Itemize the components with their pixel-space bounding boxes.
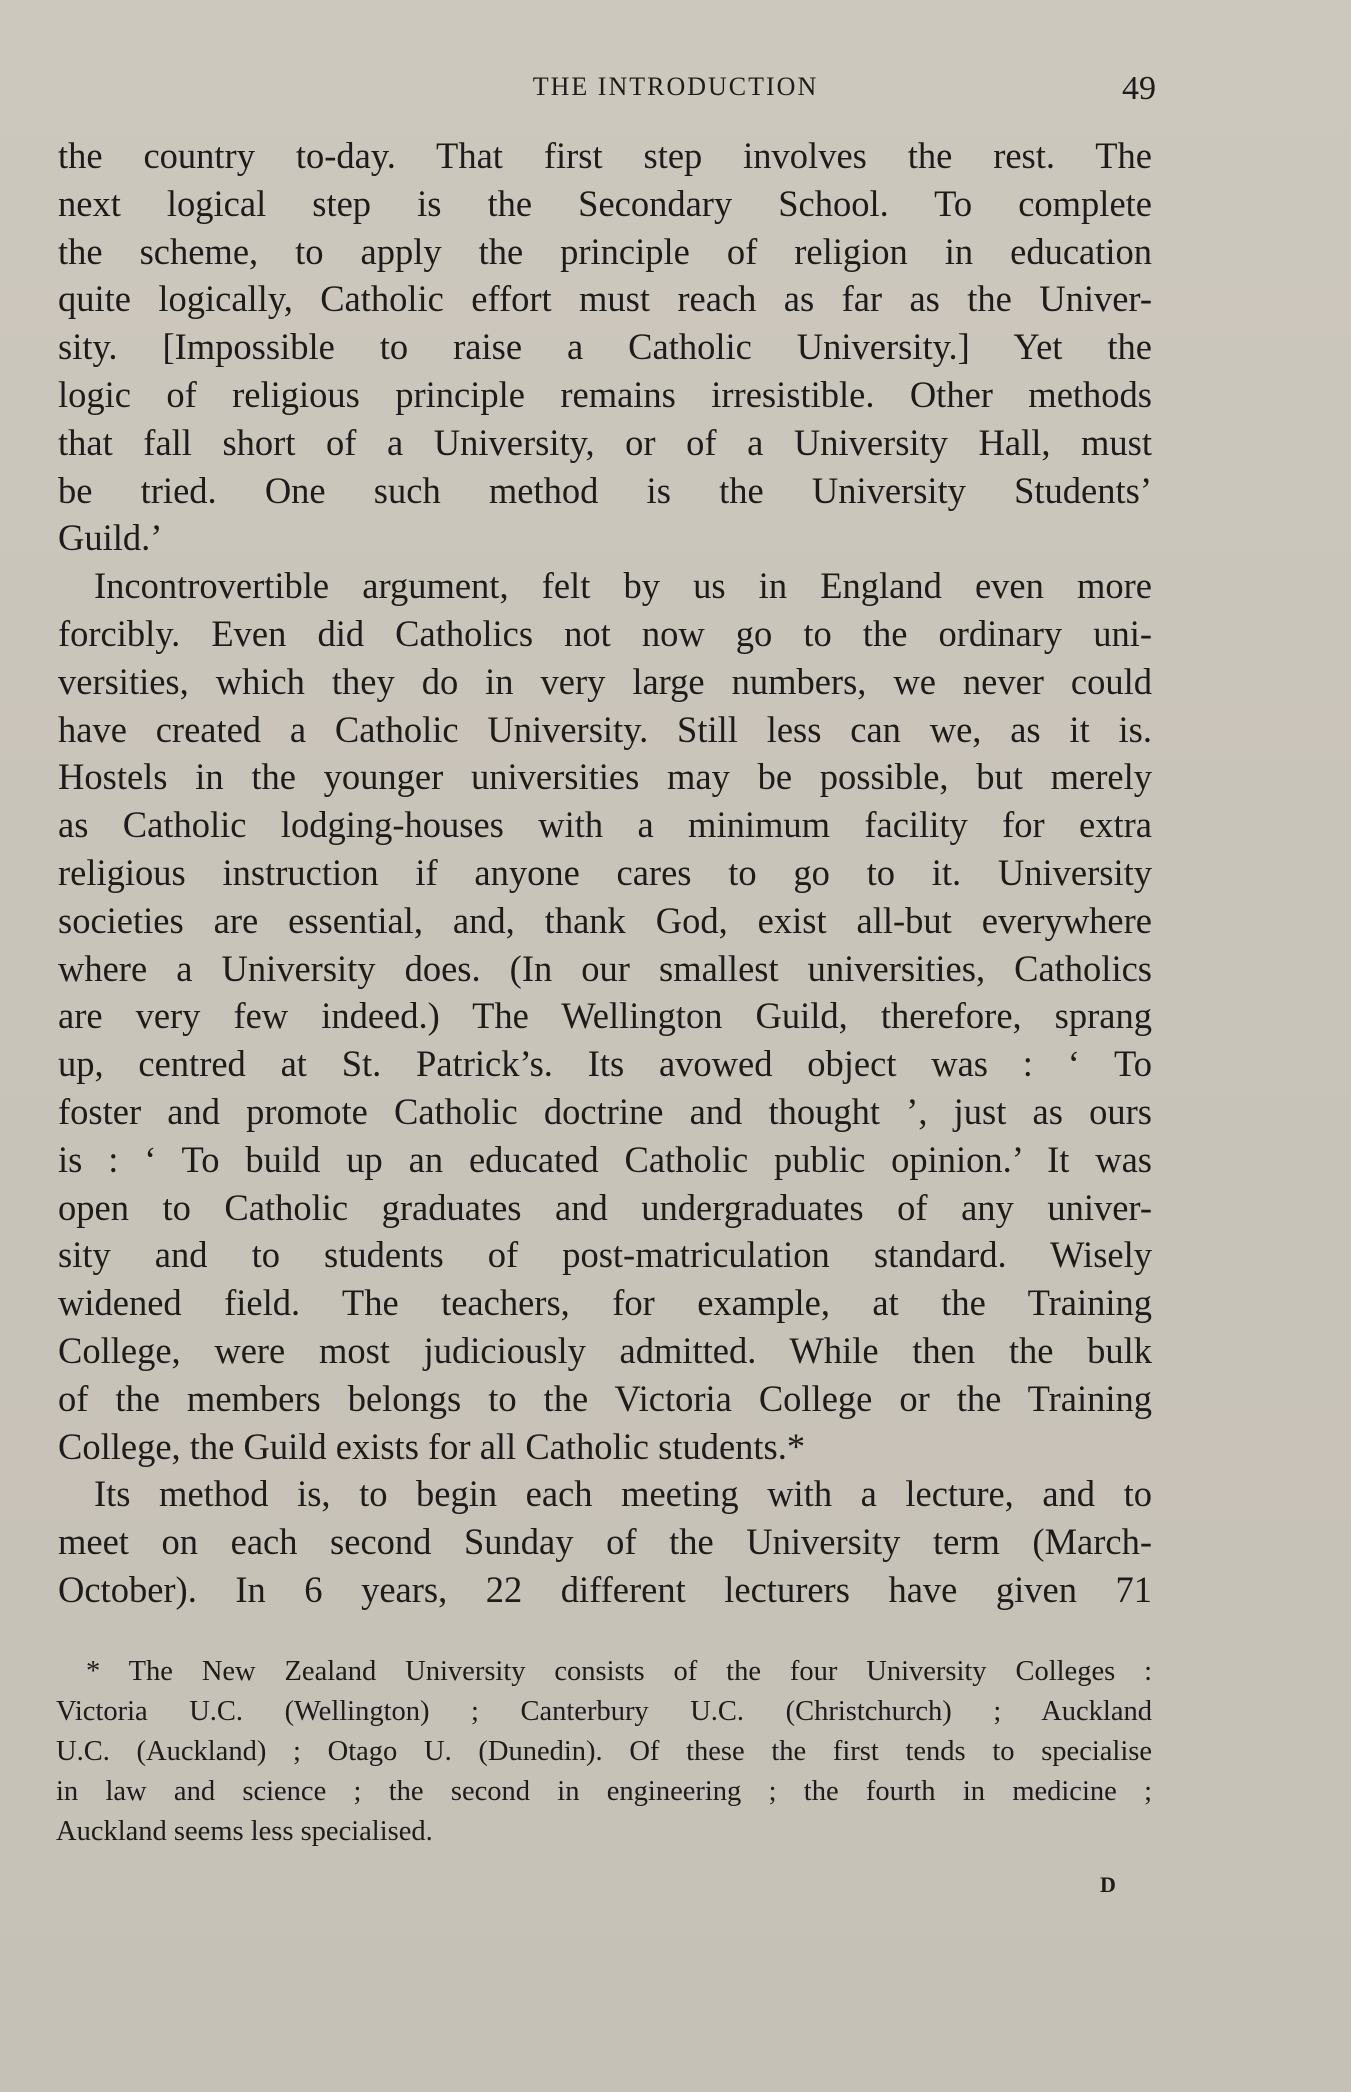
body-line: Its method is, to begin each meeting with a lecture, and to	[94, 1473, 1152, 1515]
body-line: quite logically, Catholic effort must reach as far as the Univer-	[58, 278, 1152, 320]
body-line: Hostels in the younger universities may be possible, but merely	[58, 756, 1152, 798]
body-line: are very few indeed.) The Wellington Guild, therefore, sprang	[58, 995, 1152, 1037]
footnote-line: Victoria U.C. (Wellington) ; Canterbury U.C. (Christchurch) ; Auckland	[56, 1696, 1152, 1727]
body-line: versities, which they do in very large numbers, we never could	[58, 660, 1152, 702]
body-line: have created a Catholic University. Still less can we, as it is.	[58, 708, 1152, 750]
body-line: College, were most judiciously admitted. While then the bulk	[58, 1329, 1152, 1371]
body-text	[58, 132, 1152, 1614]
body-line: foster and promote Catholic doctrine and thought ’, just as ours	[58, 1090, 1152, 1132]
page-number: 49	[1122, 70, 1156, 107]
body-line: religious instruction if anyone cares to go to it. University	[58, 851, 1152, 893]
body-line: open to Catholic graduates and undergraduates of any univer-	[58, 1186, 1152, 1228]
body-line: where a University does. (In our smallest universities, Catholics	[58, 947, 1152, 989]
body-line: as Catholic lodging-houses with a minimum facility for extra	[58, 804, 1152, 846]
body-line: societies are essential, and, thank God, exist all-but everywhere	[58, 899, 1152, 941]
body-line: widened field. The teachers, for example, at the Training	[58, 1282, 1152, 1324]
body-line: be tried. One such method is the University Students’	[58, 469, 1152, 511]
body-line: the country to-day. That first step involves the rest. The	[58, 135, 1152, 176]
body-line: the scheme, to apply the principle of religion in education	[58, 230, 1152, 272]
body-line: next logical step is the Secondary School. To complete	[58, 182, 1152, 224]
footnote-line: U.C. (Auckland) ; Otago U. (Dunedin). Of these the first tends to specialise	[56, 1736, 1152, 1767]
body-line: sity and to students of post-matriculation standard. Wisely	[58, 1234, 1152, 1276]
body-line: sity. [Impossible to raise a Catholic University.] Yet the	[58, 326, 1152, 368]
body-line: October). In 6 years, 22 different lecturers have given 71	[58, 1568, 1152, 1610]
body-line: is : ‘ To build up an educated Catholic public opinion.’ It was	[58, 1138, 1152, 1180]
body-line: College, the Guild exists for all Catholic students.*	[58, 1425, 806, 1467]
body-line: that fall short of a University, or of a University Hall, must	[58, 421, 1152, 463]
body-line: meet on each second Sunday of the University term (March-	[58, 1521, 1152, 1563]
signature-mark: D	[1100, 1872, 1117, 1897]
footnote	[56, 1652, 1152, 1852]
footnote-line: in law and science ; the second in engineering ; the fourth in medicine ;	[56, 1776, 1152, 1807]
body-line: Guild.’	[58, 517, 163, 559]
body-line: forcibly. Even did Catholics not now go to the ordinary uni-	[58, 612, 1152, 654]
body-line: up, centred at St. Patrick’s. Its avowed object was : ‘ To	[58, 1043, 1152, 1085]
footnote-line: * The New Zealand University consists of the four University Colleges :	[86, 1656, 1152, 1687]
running-title: THE INTRODUCTION	[532, 72, 819, 101]
body-line: of the members belongs to the Victoria College or the Training	[58, 1377, 1152, 1419]
footnote-line: Auckland seems less specialised.	[56, 1816, 433, 1847]
running-head	[0, 70, 1351, 110]
body-line: Incontrovertible argument, felt by us in England even more	[94, 565, 1152, 607]
body-line: logic of religious principle remains irresistible. Other methods	[58, 373, 1152, 415]
